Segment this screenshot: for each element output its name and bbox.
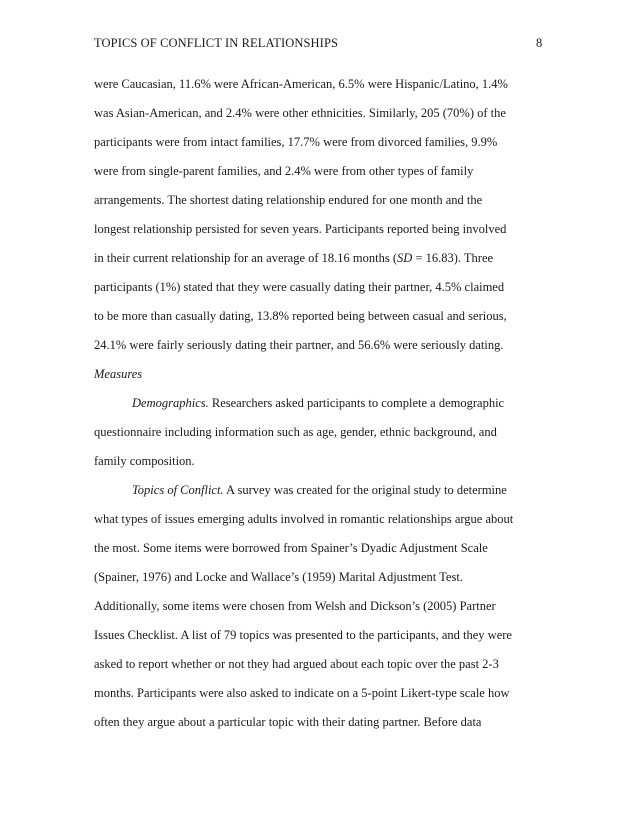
- body-text-span: A survey was created for the original study to determine: [223, 483, 507, 497]
- measures-heading: Measures: [94, 367, 143, 381]
- body-line: longest relationship persisted for seven years. Participants reported being involved: [94, 222, 507, 236]
- demographics-heading: Demographics.: [132, 396, 209, 410]
- body-line: participants (1%) stated that they were casually dating their partner, 4.5% claimed: [94, 280, 505, 294]
- body-line: were Caucasian, 11.6% were African-American, 6.5% were Hispanic/Latino, 1.4%: [94, 77, 508, 91]
- topics-paragraph-first-line: [94, 476, 554, 505]
- body-line: Issues Checklist. A list of 79 topics was presented to the participants, and they were: [94, 628, 512, 642]
- running-head: TOPICS OF CONFLICT IN RELATIONSHIPS: [94, 36, 339, 50]
- body-line: questionnaire including information such as age, gender, ethnic background, and: [94, 425, 497, 439]
- page-number: 8: [536, 36, 543, 50]
- body-text-span: = 16.83). Three: [412, 251, 494, 265]
- body-line: (Spainer, 1976) and Locke and Wallace’s (1959) Marital Adjustment Test.: [94, 570, 463, 584]
- body-line: [94, 244, 554, 273]
- body-line: participants were from intact families, 17.7% were from divorced families, 9.9%: [94, 135, 498, 149]
- body-text-span: in their current relationship for an average of 18.16 months (: [94, 251, 398, 265]
- body-line: often they argue about a particular topic with their dating partner. Before data: [94, 715, 482, 729]
- demographics-paragraph-first-line: [94, 389, 554, 418]
- body-text: [94, 70, 554, 737]
- body-line: to be more than casually dating, 13.8% reported being between casual and serious,: [94, 309, 507, 323]
- body-line: were from single-parent families, and 2.4% were from other types of family: [94, 164, 474, 178]
- body-line: months. Participants were also asked to indicate on a 5-point Likert-type scale how: [94, 686, 510, 700]
- body-text-span: Researchers asked participants to complete a demographic: [208, 396, 505, 410]
- body-line: 24.1% were fairly seriously dating their partner, and 56.6% were seriously dating.: [94, 338, 504, 352]
- body-line: family composition.: [94, 454, 195, 468]
- sd-symbol: SD: [397, 251, 413, 265]
- body-line: Additionally, some items were chosen from Welsh and Dickson’s (2005) Partner: [94, 599, 496, 613]
- body-line: arrangements. The shortest dating relationship endured for one month and the: [94, 193, 483, 207]
- topics-heading: Topics of Conflict.: [132, 483, 224, 497]
- body-line: was Asian-American, and 2.4% were other ethnicities. Similarly, 205 (70%) of the: [94, 106, 506, 120]
- body-line: asked to report whether or not they had argued about each topic over the past 2-3: [94, 657, 499, 671]
- body-line: the most. Some items were borrowed from Spainer’s Dyadic Adjustment Scale: [94, 541, 488, 555]
- body-line: what types of issues emerging adults involved in romantic relationships argue about: [94, 512, 514, 526]
